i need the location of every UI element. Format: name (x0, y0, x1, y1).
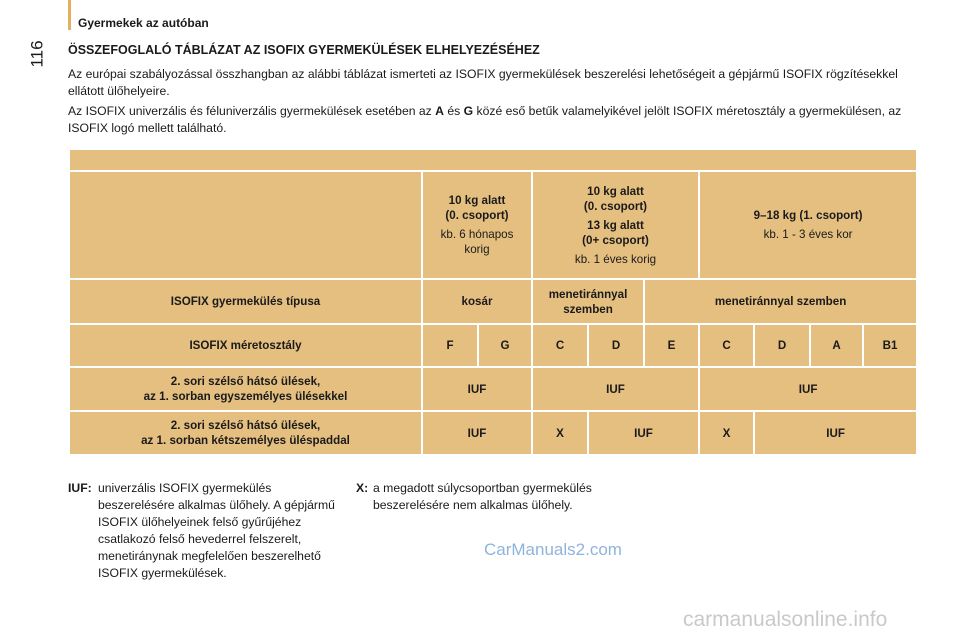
weight-group-0plus-line-3: 13 kg alatt (587, 218, 644, 232)
seat-row-single-label-1: 2. sori szélső hátsó ülések, (170, 375, 321, 388)
legend-iuf (68, 480, 348, 582)
legend-x-description: a megadott súlycsoportban gyermekülés beszerelésére nem alkalmas ülőhely. (373, 481, 592, 512)
seat-type-rear-facing-1-line-2: szemben (563, 302, 613, 316)
page-heading: ÖSSZEFOGLALÓ TÁBLÁZAT AZ ISOFIX GYERMEKÜLÉSEK ELHELYEZÉSÉHEZ (68, 43, 540, 57)
weight-group-0plus-line-4: (0+ csoport) (582, 233, 649, 247)
suitability-cell: X (699, 411, 754, 455)
intro-text-a: Az ISOFIX univerzális és féluniverzális gyermekülések esetében az (68, 104, 436, 118)
seat-row-bench-label-2: az 1. sorban kétszemélyes üléspaddal (141, 434, 350, 447)
seat-type-label: ISOFIX gyermekülés típusa (69, 279, 422, 324)
isofix-summary-table (68, 148, 918, 456)
header-band-cell (69, 149, 917, 171)
size-class-row (69, 324, 917, 367)
seat-row-bench-front (69, 411, 917, 455)
intro-paragraph-2 (68, 103, 918, 137)
intro-paragraph-1: Az európai szabályozással összhangban az alábbi táblázat ismerteti az ISOFIX gyermekülések beszerelési lehetőségeit a gépjármű ISOFIX rögzítésekkel ellátott ülőhelyeire. (68, 67, 898, 98)
weight-group-1-cell (699, 171, 917, 279)
seat-row-single-label (69, 367, 422, 411)
intro-text-and: és (443, 104, 464, 118)
size-class-cell: C (532, 324, 588, 367)
suitability-cell: IUF (422, 411, 532, 455)
weight-group-row (69, 171, 917, 279)
weight-group-1-age: kb. 1 - 3 éves kor (763, 228, 853, 241)
weight-group-0-line-2: (0. csoport) (445, 209, 509, 222)
legend-x-term: X: (356, 481, 369, 495)
weight-group-0plus-line-1: 10 kg alatt (587, 184, 644, 198)
weight-group-0-cell (422, 171, 532, 279)
suitability-cell: IUF (588, 411, 699, 455)
page-number: 116 (27, 40, 47, 68)
size-class-cell: F (422, 324, 478, 367)
suitability-cell: IUF (532, 367, 699, 411)
seat-row-single-front (69, 367, 917, 411)
size-class-cell: D (588, 324, 644, 367)
weight-group-0plus-cell (532, 171, 699, 279)
size-class-cell: C (699, 324, 754, 367)
weight-group-0-age-2: korig (464, 243, 490, 256)
seat-type-rear-facing-1 (532, 279, 644, 324)
seat-type-row (69, 279, 917, 324)
section-accent-bar (68, 0, 71, 30)
table-header-band (69, 149, 917, 171)
seat-type-carrycot: kosár (422, 279, 532, 324)
watermark-carmanuals2: CarManuals2.com (484, 540, 622, 559)
size-class-cell: E (644, 324, 699, 367)
suitability-cell: IUF (754, 411, 917, 455)
seat-row-bench-label (69, 411, 422, 455)
size-letter-a: A (435, 104, 444, 118)
weight-group-0plus-line-2: (0. csoport) (583, 199, 648, 213)
seat-type-rear-facing-1-line-1: menetiránnyal (548, 287, 628, 301)
seat-row-bench-label-1: 2. sori szélső hátsó ülések, (170, 419, 321, 432)
weight-group-1-line: 9–18 kg (1. csoport) (753, 209, 863, 222)
legend-iuf-description: univerzális ISOFIX gyermekülés beszerelésére alkalmas ülőhely. A gépjármű ISOFIX ülőhelyeinek felső gyűrűjéhez csatlakozó felső hevederrel felszerelt, menetiránynak megfelelően beszerelhető ISOFIX gyermekülések. (98, 481, 335, 580)
weight-group-0-line-1: 10 kg alatt (448, 194, 506, 207)
weight-row-label-cell (69, 171, 422, 279)
size-class-label: ISOFIX méretosztály (69, 324, 422, 367)
size-class-cell: A (810, 324, 863, 367)
legend-x (356, 480, 636, 514)
legend-iuf-term: IUF: (68, 481, 92, 495)
suitability-cell: X (532, 411, 588, 455)
size-class-cell: B1 (863, 324, 917, 367)
weight-group-0-age-1: kb. 6 hónapos (440, 228, 514, 241)
seat-type-rear-facing-2: menetiránnyal szemben (644, 279, 917, 324)
size-class-cell: G (478, 324, 532, 367)
section-title: Gyermekek az autóban (78, 16, 209, 30)
seat-row-single-label-2: az 1. sorban egyszemélyes ülésekkel (143, 390, 348, 403)
watermark-carmanualsonline: carmanualsonline.info (683, 608, 888, 631)
suitability-cell: IUF (699, 367, 917, 411)
intro-text-b: közé eső betűk valamelyikével jelölt ISOFIX méretosztály a gyermekülésen, az ISOFIX logó mellett található. (68, 104, 902, 135)
size-letter-g: G (463, 104, 474, 118)
size-class-cell: D (754, 324, 810, 367)
suitability-cell: IUF (422, 367, 532, 411)
weight-group-0plus-age: kb. 1 éves korig (574, 252, 657, 266)
